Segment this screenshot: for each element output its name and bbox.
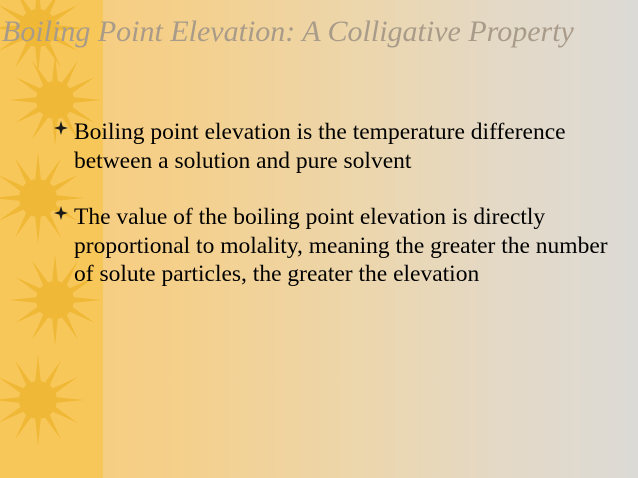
bullet-text: Boiling point elevation is the temperature difference between a solution and pure solvent — [74, 119, 566, 174]
bullet-list — [40, 118, 620, 289]
bullet-item — [40, 118, 620, 175]
sunburst-icon — [0, 354, 84, 446]
slide-title: Boiling Point Elevation: A Colligative Property — [2, 15, 574, 48]
bullet-item — [40, 203, 620, 289]
bullet-text: The value of the boiling point elevation is directly proportional to molality, meaning the greater the number of solute particles, the greater the elevation — [74, 204, 608, 287]
star-bullet-icon — [54, 206, 68, 220]
star-bullet-icon — [54, 121, 68, 135]
